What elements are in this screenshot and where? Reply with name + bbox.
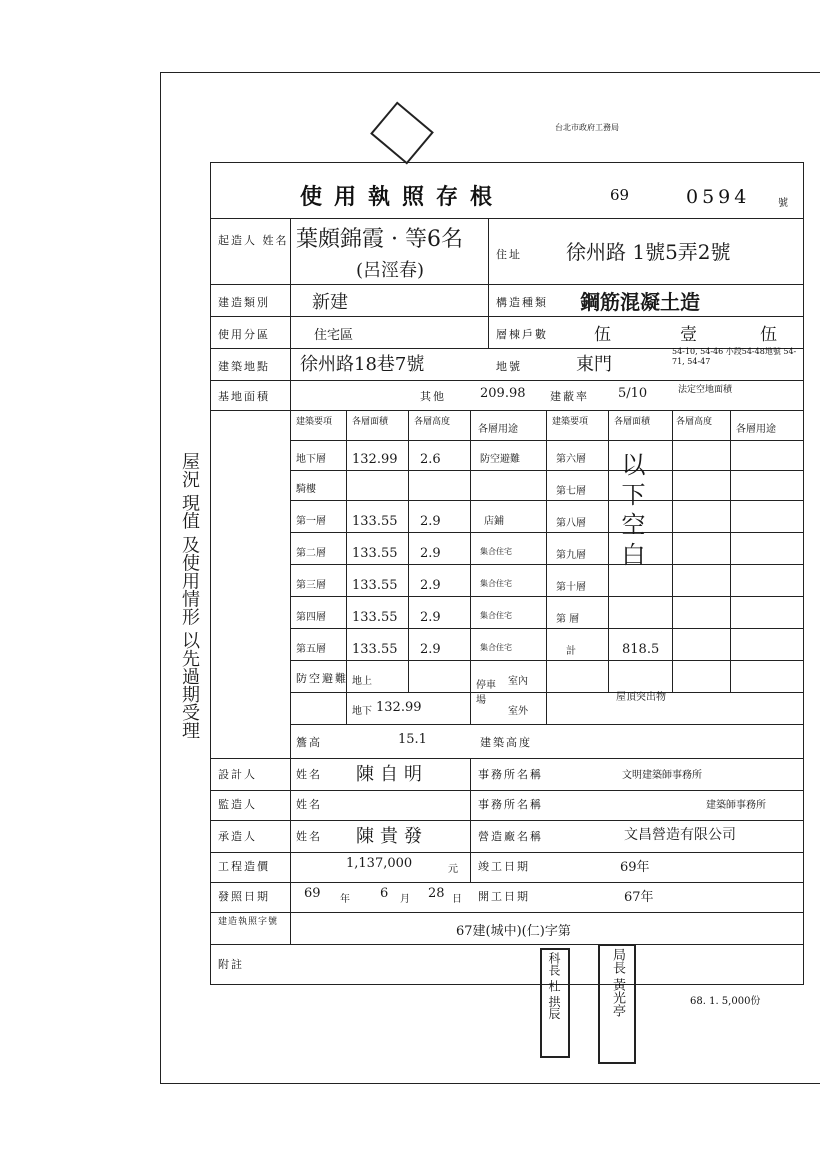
roof-label: 屋頂突出物	[616, 692, 666, 703]
permit-value: 67建(城中)(仁)字第	[456, 924, 571, 939]
contractor-office-label: 營造廠名稱	[478, 830, 543, 843]
serial-suffix: 號	[778, 198, 788, 209]
supervisor-label: 監造人	[218, 798, 257, 811]
row-height: 2.9	[420, 642, 441, 657]
address-value: 徐州路 1號5弄2號	[566, 240, 731, 264]
serial-no: 0594	[686, 186, 751, 208]
section-chief-text: 科長 杜 拱辰	[547, 952, 561, 1020]
supervisor-office-label: 事務所名稱	[478, 798, 543, 811]
legal-label: 法定空地面積	[678, 385, 733, 395]
row-item-right: 第 層	[556, 614, 580, 625]
civil-defense-above: 地上	[352, 676, 372, 687]
margin-note: 屋況 現值 及使用情形 以先過期受理	[179, 452, 200, 740]
issue-label: 發照日期	[218, 890, 270, 903]
row-item: 騎樓	[296, 484, 316, 495]
blank-note: 以下空白	[617, 452, 645, 572]
site-addr: 徐州路18巷7號	[300, 354, 425, 375]
address-label: 住址	[496, 248, 522, 261]
issue-month-unit: 月	[400, 894, 410, 905]
row-area: 132.99	[352, 452, 398, 467]
form-bottom	[210, 984, 804, 985]
builder-name: 葉頗錦霞 · 等6名	[296, 227, 463, 252]
row-item-right: 第七層	[556, 486, 586, 497]
form-right	[803, 162, 804, 984]
row-use: 集合住宅	[480, 643, 512, 652]
other-label: 其他	[420, 390, 446, 403]
cost-label: 工程造價	[218, 860, 270, 873]
buildings-value: 壹	[680, 325, 697, 345]
contractor-name-label: 姓名	[296, 830, 322, 843]
form-top	[210, 162, 804, 163]
eave-label: 簷高	[296, 736, 322, 749]
row-height: 2.9	[420, 546, 441, 561]
scan-edge-top	[160, 72, 820, 73]
use-zone-value: 住宅區	[314, 328, 354, 343]
site-note: 54-10, 54-46 小段54-48地號 54-71, 54-47	[672, 347, 797, 366]
permit-label: 建造執照字號	[218, 917, 279, 927]
row-item-right: 第八層	[556, 518, 586, 529]
building-height-label: 建築高度	[480, 736, 532, 749]
row-use: 防空避難	[480, 454, 520, 465]
supervisor-office: 建築師事務所	[706, 800, 766, 811]
year-no: 69	[610, 186, 630, 204]
th-use-l: 各層用途	[478, 424, 518, 435]
civil-defense-label: 防空避難	[296, 672, 348, 685]
print-run: 68. 1. 5,000份	[690, 996, 761, 1007]
row-area: 133.55	[352, 642, 398, 657]
scan-edge-left	[160, 72, 161, 1084]
cost-value: 1,137,000	[346, 856, 413, 871]
th-area-r: 各層面積	[614, 417, 651, 427]
coverage-value: 5/10	[618, 386, 648, 401]
floors-value: 伍	[594, 325, 611, 345]
row-item: 第一層	[296, 516, 326, 527]
row-item: 地下層	[296, 454, 326, 465]
use-zone-label: 使用分區	[218, 328, 270, 341]
row-item-right: 計	[566, 646, 576, 657]
floors-label: 層棟戶數	[496, 328, 548, 341]
row-height: 2.9	[420, 514, 441, 529]
coverage-label: 建蔽率	[550, 390, 589, 403]
row-area: 133.55	[352, 514, 398, 529]
supervisor-name-label: 姓名	[296, 798, 322, 811]
remarks-label: 附註	[218, 958, 244, 971]
designer-name: 陳自明	[356, 764, 428, 785]
civil-defense-below: 地下	[352, 706, 372, 717]
row-item: 第二層	[296, 548, 326, 559]
section-chief-stamp	[540, 948, 570, 1058]
row-use: 集合住宅	[480, 547, 512, 556]
row-height: 2.6	[420, 452, 441, 467]
th-area-l: 各層面積	[352, 417, 389, 427]
designer-name-label: 姓名	[296, 768, 322, 781]
parking-indoor: 室內	[508, 676, 528, 687]
row-area: 133.55	[352, 578, 398, 593]
start-value: 67年	[624, 890, 654, 905]
issue-month: 6	[380, 886, 389, 901]
section-label: 地號	[496, 360, 522, 373]
issue-year: 69	[304, 886, 321, 901]
issue-day: 28	[428, 886, 445, 901]
area-label: 基地面積	[218, 390, 270, 403]
th-height-l: 各層高度	[414, 417, 451, 427]
director-text: 局長 黃光亭	[610, 948, 625, 1018]
row-area: 133.55	[352, 546, 398, 561]
th-use-r: 各層用途	[736, 424, 776, 435]
receipt-seal	[370, 101, 434, 164]
units-value: 伍	[760, 325, 777, 345]
builder-sub: (呂涇春)	[356, 260, 425, 281]
section-value: 東門	[576, 354, 612, 375]
structure-label: 構造種類	[496, 296, 548, 309]
top-right-stamp: 台北市政府工務局	[555, 123, 619, 132]
row-item: 第三層	[296, 580, 326, 591]
builder-label: 起造人 姓名	[218, 234, 289, 247]
row-item-right: 第九層	[556, 550, 586, 561]
form-left	[210, 162, 211, 984]
designer-office: 文明建築師事務所	[622, 770, 702, 781]
row-item: 第五層	[296, 644, 326, 655]
row-use: 集合住宅	[480, 579, 512, 588]
eave-value: 15.1	[398, 732, 427, 747]
form-title: 使用執照存根	[300, 184, 505, 210]
designer-office-label: 事務所名稱	[478, 768, 543, 781]
row-item-right: 第六層	[556, 454, 586, 465]
structure-value: 鋼筋混凝土造	[580, 290, 700, 314]
civil-defense-below-value: 132.99	[376, 700, 422, 715]
site-label: 建築地點	[218, 360, 270, 373]
total-area: 818.5	[622, 642, 660, 657]
row-use: 集合住宅	[480, 611, 512, 620]
th-height-r: 各層高度	[676, 417, 713, 427]
contractor-name: 陳貴發	[356, 826, 428, 847]
other-value: 209.98	[480, 386, 526, 401]
row-height: 2.9	[420, 610, 441, 625]
row-item-right: 第十層	[556, 582, 586, 593]
cost-unit: 元	[448, 864, 458, 875]
category-label: 建造類別	[218, 296, 270, 309]
issue-day-unit: 日	[452, 894, 462, 905]
parking-outdoor: 室外	[508, 706, 528, 717]
th-item-r: 建築要項	[552, 417, 589, 427]
row-item: 第四層	[296, 612, 326, 623]
start-label: 開工日期	[478, 890, 530, 903]
designer-label: 設計人	[218, 768, 257, 781]
director-stamp	[598, 944, 636, 1064]
row-area: 133.55	[352, 610, 398, 625]
row-use: 店鋪	[484, 516, 504, 527]
th-item-l: 建築要項	[296, 417, 333, 427]
contractor-office: 文昌營造有限公司	[624, 827, 736, 843]
category-value: 新建	[312, 292, 348, 313]
scan-edge-bottom	[160, 1083, 820, 1084]
completion-label: 竣工日期	[478, 860, 530, 873]
issue-year-unit: 年	[340, 894, 350, 905]
parking-label: 停車場	[476, 680, 496, 706]
contractor-label: 承造人	[218, 830, 257, 843]
row-height: 2.9	[420, 578, 441, 593]
completion-value: 69年	[620, 860, 650, 875]
